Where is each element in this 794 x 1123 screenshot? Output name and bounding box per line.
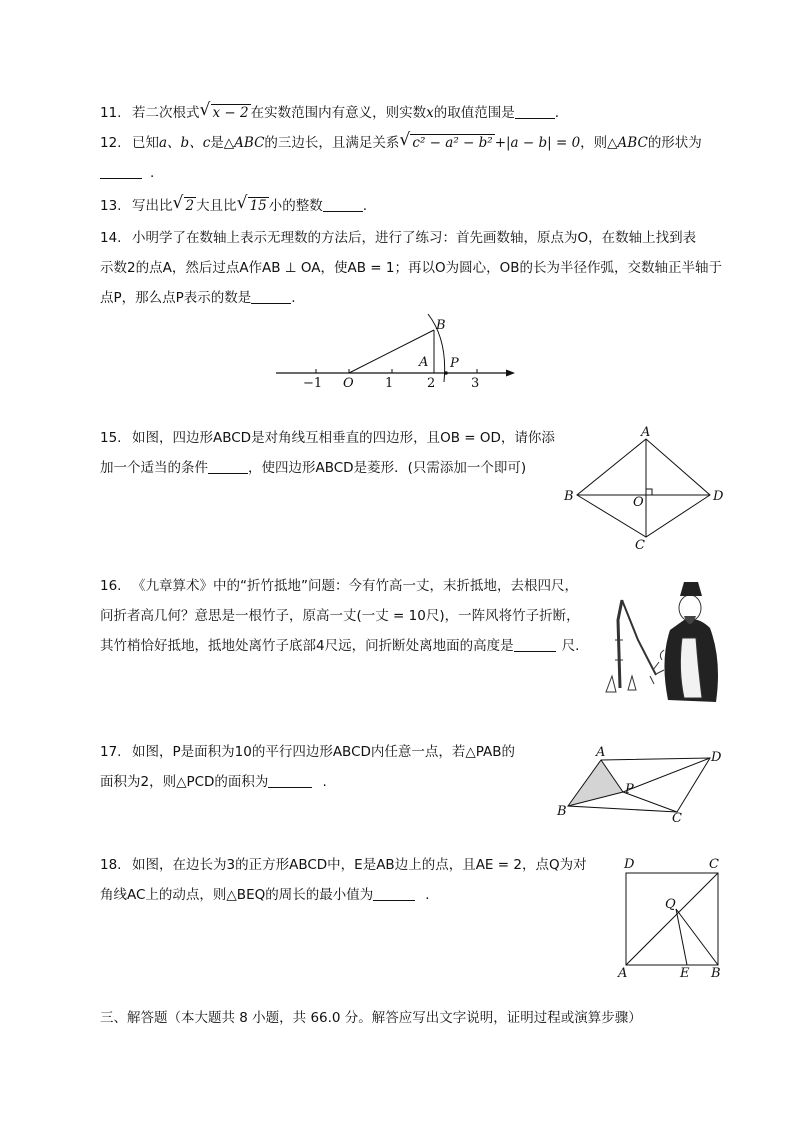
ancient-scholar-bamboo-illustration-icon xyxy=(598,580,724,708)
q14-answer-blank xyxy=(251,289,291,304)
svg-text:1: 1 xyxy=(385,376,394,391)
q14-line3: 点P，那么点P表示的数是 . xyxy=(100,290,296,306)
q16-line2: 问折者高几何？意思是一根竹子，原高一丈(一丈 = 10尺)，一阵风将竹子折断， xyxy=(100,608,580,624)
q12-radical: √ c² − a² − b² xyxy=(401,133,494,153)
q17-line1: 17. 如图，P是面积为10的平行四边形ABCD内任意一点，若△PAB的 xyxy=(100,744,516,760)
svg-text:P: P xyxy=(450,356,459,371)
svg-text:−1: −1 xyxy=(303,376,323,391)
svg-text:Q: Q xyxy=(665,897,676,912)
svg-text:A: A xyxy=(618,966,628,981)
q11-number: 11. xyxy=(100,105,122,121)
q16-line1: 16. 《九章算术》中的“折竹抵地”问题：今有竹高一丈，末折抵地，去根四尺， xyxy=(100,578,578,594)
svg-text:A: A xyxy=(596,745,606,760)
svg-text:B: B xyxy=(557,804,567,819)
q13: 13. 写出比√ 2 大且比√ 15 小的整数 . xyxy=(100,196,367,216)
svg-text:A: A xyxy=(641,425,651,440)
q12: 12. 已知a、b、c是△ABC的三边长，且满足关系√ c² − a² − b² +|a − b| = 0，则△ABC的形状为 xyxy=(100,133,702,153)
svg-text:D: D xyxy=(711,750,722,765)
q18-line2: 角线AC上的动点，则△BEQ的周长的最小值为 . xyxy=(100,887,430,903)
svg-text:O: O xyxy=(633,495,644,510)
q11-answer-blank xyxy=(515,104,555,119)
svg-text:3: 3 xyxy=(471,376,480,391)
q11: 11. 若二次根式√ x − 2 在实数范围内有意义，则实数x的取值范围是 . xyxy=(100,103,559,123)
svg-text:A: A xyxy=(419,355,429,370)
q12-cont: . xyxy=(100,163,154,183)
q11-radical: √ x − 2 xyxy=(202,103,251,123)
number-line-figure xyxy=(270,310,530,395)
square-figure xyxy=(612,855,732,983)
q18-answer-blank xyxy=(373,886,415,901)
svg-text:B: B xyxy=(564,489,574,504)
svg-text:E: E xyxy=(680,966,690,981)
q12-answer-blank xyxy=(100,164,142,179)
q13-answer-blank xyxy=(323,197,363,212)
q15-line1: 15. 如图，四边形ABCD是对角线互相垂直的四边形，且OB = OD，请你添 xyxy=(100,430,555,446)
q14-line1: 14. 小明学了在数轴上表示无理数的方法后，进行了练习：首先画数轴，原点为O，在数轴上找到表 xyxy=(100,230,697,246)
svg-text:D: D xyxy=(713,489,724,504)
svg-text:C: C xyxy=(672,811,682,826)
svg-text:C: C xyxy=(635,538,645,553)
rhombus-figure xyxy=(560,425,730,555)
svg-text:C: C xyxy=(709,857,719,872)
section-3-heading: 三、解答题（本大题共 8 小题，共 66.0 分。解答应写出文字说明，证明过程或演算步骤） xyxy=(100,1010,642,1026)
q15-line2: 加一个适当的条件 ，使四边形ABCD是菱形．(只需添加一个即可) xyxy=(100,460,527,476)
svg-text:D: D xyxy=(624,857,635,872)
q16-line3: 其竹梢恰好抵地，抵地处离竹子底部4尺远，问折断处离地面的高度是 尺. xyxy=(100,638,580,654)
svg-text:B: B xyxy=(436,318,446,333)
q14-line2: 示数2的点A，然后过点A作AB ⊥ OA，使AB = 1；再以O为圆心，OB的长为半径作弧，交数轴正半轴于 xyxy=(100,260,723,276)
svg-text:O: O xyxy=(343,376,354,391)
q16-answer-blank xyxy=(514,637,556,652)
q18-line1: 18. 如图，在边长为3的正方形ABCD中，E是AB边上的点，且AE = 2，点Q为对 xyxy=(100,857,587,873)
q15-answer-blank xyxy=(208,459,248,474)
svg-text:B: B xyxy=(711,966,721,981)
svg-text:2: 2 xyxy=(427,376,436,391)
q17-answer-blank xyxy=(268,773,312,788)
q17-line2: 面积为2，则△PCD的面积为 . xyxy=(100,774,327,790)
svg-text:P: P xyxy=(625,782,634,797)
parallelogram-figure xyxy=(555,742,730,827)
